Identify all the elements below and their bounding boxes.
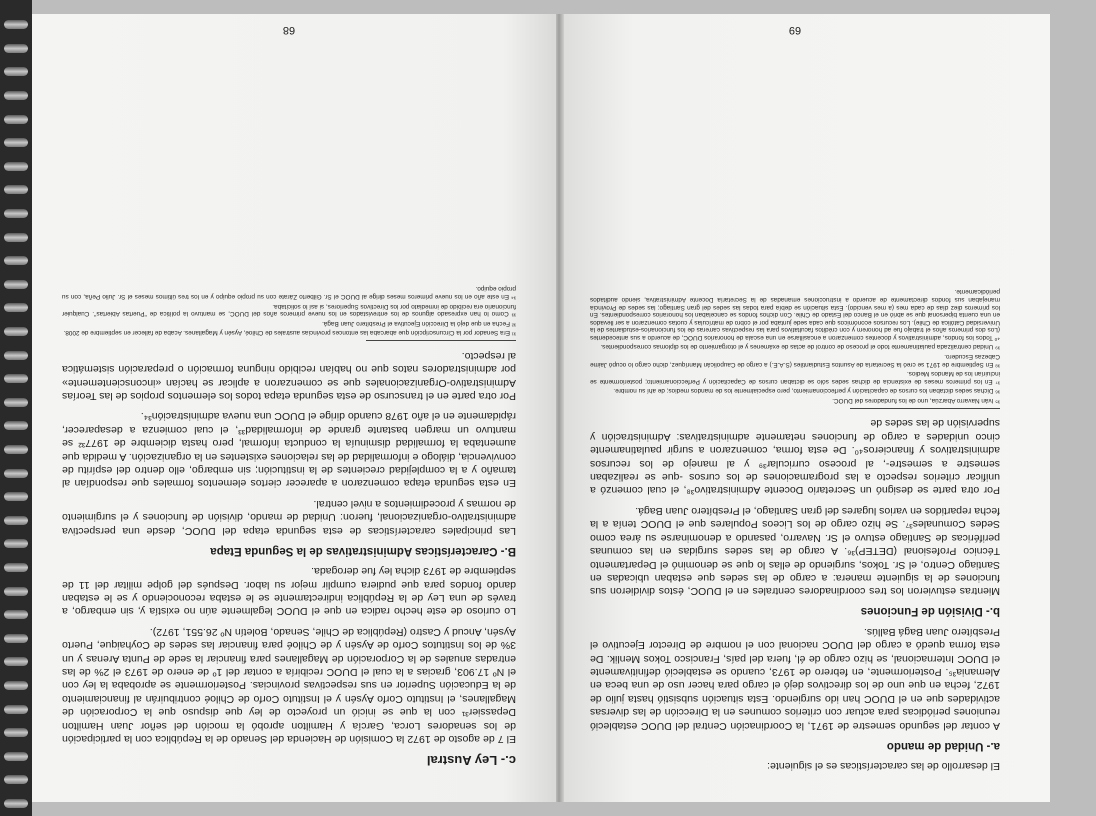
spiral-binding xyxy=(0,0,32,816)
intro-paragraph: El desarrollo de las características es el siguiente: xyxy=(767,760,1000,772)
binding-coil xyxy=(4,516,28,525)
paragraph: Por otra parte se designó un Secretario Docente Administrativo³⁸, el cual comenzó a unificar criterios respecto a las programaciones de los cursos -que se realizaban semestre a semestre-, al proceso curricular³⁹ y al manejo de los recursos administrativos y financieros⁴⁰. De esta forma, comenzaron a surgir paulatinamente cinco unidades a cargo de funciones netamente administrativas: Administración y supervisión de las sedes de xyxy=(590,417,1000,497)
section-a-heading: a.- Unidad de mando xyxy=(886,739,1000,752)
footnote: ³⁶ Dichas sedes dictaban los cursos de capacitación y perfeccionamiento, pero especialmente los de mandos medios; de ahí su nombre. xyxy=(613,387,1000,395)
footnote: ³² Fecha en que dejó la Dirección Ejecutiva el Presbítero Juan Bagá. xyxy=(322,319,516,327)
footnote-divider xyxy=(366,340,516,341)
binding-coil xyxy=(4,539,28,548)
binding-coil xyxy=(4,421,28,430)
section-c-heading: c.- Ley Austral xyxy=(426,753,516,768)
binding-coil xyxy=(4,351,28,360)
binding-coil xyxy=(4,162,28,171)
paragraph: A contar del segundo semestre de 1971, la Coordinación Central del DUOC estableció reuniones periódicas para actuar con criterios comunes en la Dirección de las diversas actividades que en el DUOC han ido surgiendo. Esta situación subsistió hasta julio de 1972, fecha en que uno de los directivos dejó el cargo para hacer uso de una beca en Alemania³⁵. Posteriormente, en febrero de 1973, cuando se estableció definitivamente el DUOC Internacional, se hizo cargo de él, fuera del país, Francisco Tokos Menlik. De esta forma quedó a cargo del DUOC nacional con el nombre de Director Ejecutivo el Presbítero Juan Bagá Ballús. xyxy=(590,625,1000,732)
footnote: ³⁵ Iván Navarro Abarzúa, uno de los fundadores del DUOC. xyxy=(832,397,1000,405)
binding-coil xyxy=(4,185,28,194)
binding-coil xyxy=(4,138,28,147)
binding-coil xyxy=(4,705,28,714)
binding-coil xyxy=(4,398,28,407)
binding-coil xyxy=(4,91,28,100)
footnote: ³⁸ En Septiembre de 1971 se creó la Secretaría de Asuntos Estudiantiles (S.A.E.) a cargo de Caupolicán Manríquez, dicho cargo lo ocupó Jaime Cabezas Escudero. xyxy=(590,353,1000,368)
binding-coil xyxy=(4,469,28,478)
paragraph: Lo curioso de este hecho radica en que el DUOC legalmente aún no existía y, sin embargo, a través de una Ley de la República indirectamente se le estaba reconociendo y se le estaban dando fondos para que pudiera cumplir mejor su labor. Después del golpe militar del 11 de septiembre de 1973 dicha ley fue derogada. xyxy=(62,565,516,618)
binding-coil xyxy=(4,681,28,690)
page-69-content xyxy=(590,44,1000,772)
binding-coil xyxy=(4,728,28,737)
binding-coil xyxy=(4,610,28,619)
paragraph: El 7 de agosto de 1972 la Comisión de Hacienda del Senado de la República con la participación de los senadores Lorca, García y Hamilton aprobó la moción del señor Juan Hamilton Depassier³¹ con la que se inició un proyecto de ley que dispuso que la Corporación de Magallanes, el Instituto Corfo Aysén y el Instituto Corfo de Chiloé contribuirán al financiamiento de la Educación Superior en sus respectivas provincias. Posteriormente se aprobaba la ley con el Nº 17.903, gracias a la cual el DUOC recibiría a contar del 1º de enero de 1973 el 2% de las entradas anuales de la Corporación de Magallanes para financiar la sede de Punta Arenas y un 3% de los Institutos Corfo de Aysén y de Chiloé para financiar las sedes de Coyhaique, Puerto Aysén, Ancud y Castro (República de Chile, Senado, Boletín Nº 26.551, 1972). xyxy=(62,625,516,745)
binding-coil xyxy=(4,115,28,124)
binding-coil xyxy=(4,44,28,53)
binding-coil xyxy=(4,280,28,289)
binding-coil xyxy=(4,775,28,784)
binding-coil xyxy=(4,587,28,596)
page-number: 68 xyxy=(282,24,296,36)
paragraph: En esta segunda etapa comenzaron a aparecer ciertos elementos formales que respondían al tamaño y a la complejidad crecientes de la institución; sin embargo, ello dentro del espíritu de convivencia, diálogo e informalidad de las relaciones existentes en la organización. A medida que aumentaba la formalidad disminuía la conducta informal, pero hasta diciembre de 1977³² se mantuvo un margen bastante grande de informalidad³³, el cual comienza a desaparecer, rápidamente en el año 1978 cuando dirige el DUOC una nueva administración³⁴. xyxy=(62,410,516,490)
binding-coil xyxy=(4,634,28,643)
footnote: ³⁹ Unidad centralizada paulatinamente todo el proceso de control de actas de exámenes y el otorgamiento de los diplomas correspondientes. xyxy=(600,343,1000,351)
page-number: 69 xyxy=(788,24,802,36)
footnote: ³⁷ En los primeros meses de existencia de dichas sedes sólo se dictaban cursos de Capacitación y Perfeccionamiento; posteriormente se incluirían los de Mandos Medios. xyxy=(590,370,1000,385)
footnote: ³¹ Era Senador por la Circunscripción que abarcaba las entonces provincias australes de Chiloé, Aysén y Magallanes. Acaba de fallecer en septiembre de 2008. xyxy=(63,329,516,337)
footnote: ³³ Como lo han expresado algunos de los entrevistados en los nueve primeros años del DUOC, se mantuvo la política de "Puertas Abiertas". Cualquier funcionario era recibido de inmediato por los Directivos Superiores, si así lo solicitaba. xyxy=(62,302,516,318)
footnote-divider xyxy=(850,408,1000,409)
binding-coil xyxy=(4,256,28,265)
binding-coil xyxy=(4,492,28,501)
paragraph: Mientras estuvieron los tres coordinadores centrales en el DUOC, éstos dividieron sus funciones de la siguiente manera: a cargo de las sedes que estaban ubicadas en Santiago Centro, el Sr. Tokos, surgiendo de ellas lo que se denominó el Departamento Técnico Profesional (DETEP)³⁶. A cargo de las sedes surgidas en las comunas periféricas de Santiago estuvo el Sr. Navarro, pasando a denominarse su área como Sedes Comunales³⁷. Se hizo cargo de los Liceos Populares que el DUOC tenía a la fecha repartidos en varios lugares del gran Santiago, el Presbítero Juan Bagá. xyxy=(590,504,1000,598)
paragraph: Por otra parte en el transcurso de esta segunda etapa todos los elementos propios de las Teorías Administrativo-Organizacionales que se comenzaron a aplicar se hacían «inconscientemente» por administradores natos que no habían recibido ninguna formación o preparación sistemática al respecto. xyxy=(62,349,516,403)
book-page-68 xyxy=(32,14,556,802)
binding-coil xyxy=(4,209,28,218)
paragraph: Las principales características de esta segunda etapa del DUOC, desde una perspectiva administrativo-organizacional, fueron: Unidad de mando, división de funciones y el surgimiento de normas y procedimientos a nivel central. xyxy=(62,497,516,537)
binding-coil xyxy=(4,374,28,383)
binding-coil xyxy=(4,327,28,336)
section-b-main-heading: B.- Características Administrativas de la Segunda Etapa xyxy=(210,544,516,557)
book-page-69 xyxy=(560,14,1050,802)
binding-coil xyxy=(4,563,28,572)
binding-coil xyxy=(4,67,28,76)
binding-coil xyxy=(4,799,28,808)
footnote: ⁴⁰ Todos los fondos, administrativos y docentes comenzaron a encasillarse en una escala de honorarios DUOC, de acuerdo a sus antecedentes (Los dos primeros años el trabajo fue ad honorem y con créditos facultativos para las respectivas carreras de los funcionarios-estudiantes de la Universidad Católica de Chile). Los recursos económicos que cada sede juntaba por el cobro de matrículas y cuotas comenzaron a ser llevados en una cuenta bipersonal que se abrió en el Banco del Estado de Chile. Con dichos fondos se cancelaban los honorarios correspondientes. En los primeros diez días de cada mes (a mes vencido). Esta situación se debía para todas las sedes del gran Santiago; las sedes de Provincia manejaban sus fondos directamente de acuerdo a instrucciones emanadas de la Secretaría Docente Administrativa, siendo auditados periódicamente. xyxy=(590,288,1000,341)
binding-coil xyxy=(4,233,28,242)
section-b-heading: b.- División de Funciones xyxy=(860,605,1000,618)
footnote: ³⁴ En este año en los nueve primeros meses dirige al DUOC el Sr. Gilberto Zárate con su propio equipo y en los tres últimos meses el Sr. Julio Peña, con su propio equipo. xyxy=(62,285,516,301)
binding-coil xyxy=(4,752,28,761)
binding-coil xyxy=(4,657,28,666)
binding-coil xyxy=(4,445,28,454)
page-68-content xyxy=(62,44,516,772)
binding-coil xyxy=(4,20,28,29)
binding-coil xyxy=(4,303,28,312)
